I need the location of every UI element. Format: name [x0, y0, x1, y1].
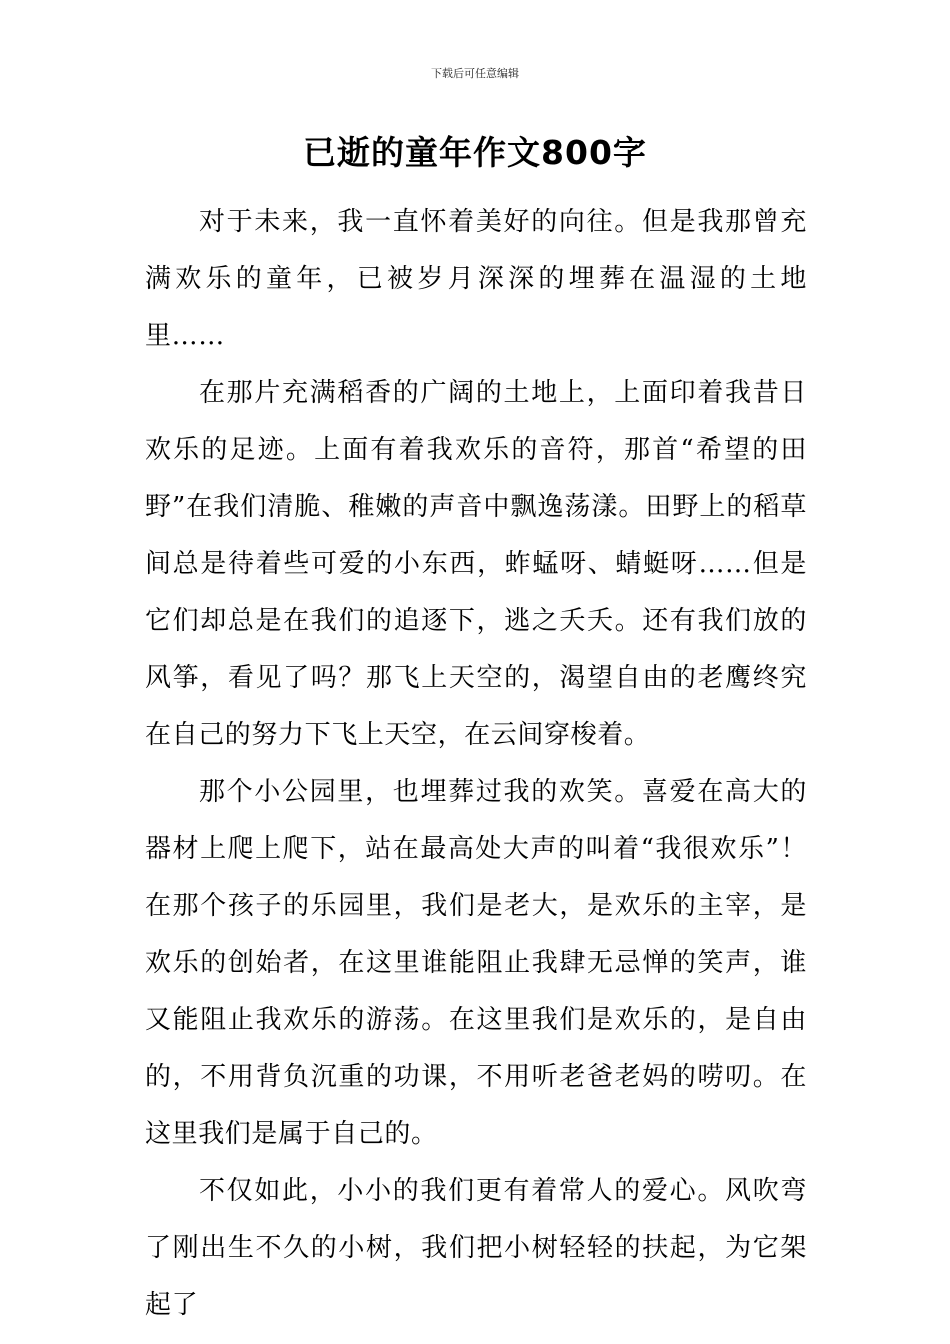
page-header: 下载后可任意编辑 — [431, 67, 519, 80]
paragraph-2: 在那片充满稻香的广阔的土地上，上面印着我昔日欢乐的足迹。上面有着我欢乐的音符，那首“希望的田野”在我们清脆、稚嫩的声音中飘逸荡漾。田野上的稻草间总是待着些可爱的小东西，蚱蜢呀、蜻蜓呀……但是它们却总是在我们的追逐下，逃之夭夭。还有我们放的风筝，看见了吗？那飞上天空的，渴望自由的老鹰终究在自己的努力下飞上天空，在云间穿梭着。 — [145, 378, 807, 750]
document-body — [145, 194, 807, 1334]
paragraph-1: 对于未来，我一直怀着美好的向往。但是我那曾充满欢乐的童年，已被岁月深深的埋葬在温湿的土地里…… — [145, 207, 807, 351]
paragraph-4: 不仅如此，小小的我们更有着常人的爱心。风吹弯了刚出生不久的小树，我们把小树轻轻的扶起，为它架起了 — [145, 1176, 807, 1320]
paragraph-3: 那个小公园里，也埋葬过我的欢笑。喜爱在高大的器材上爬上爬下，站在最高处大声的叫着“我很欢乐”！在那个孩子的乐园里，我们是老大，是欢乐的主宰，是欢乐的创始者，在这里谁能阻止我肆无忌惮的笑声，谁又能阻止我欢乐的游荡。在这里我们是欢乐的，是自由的，不用背负沉重的功课，不用听老爸老妈的唠叨。在这里我们是属于自己的。 — [145, 777, 807, 1149]
document-title: 已逝的童年作文800字 — [303, 133, 647, 172]
